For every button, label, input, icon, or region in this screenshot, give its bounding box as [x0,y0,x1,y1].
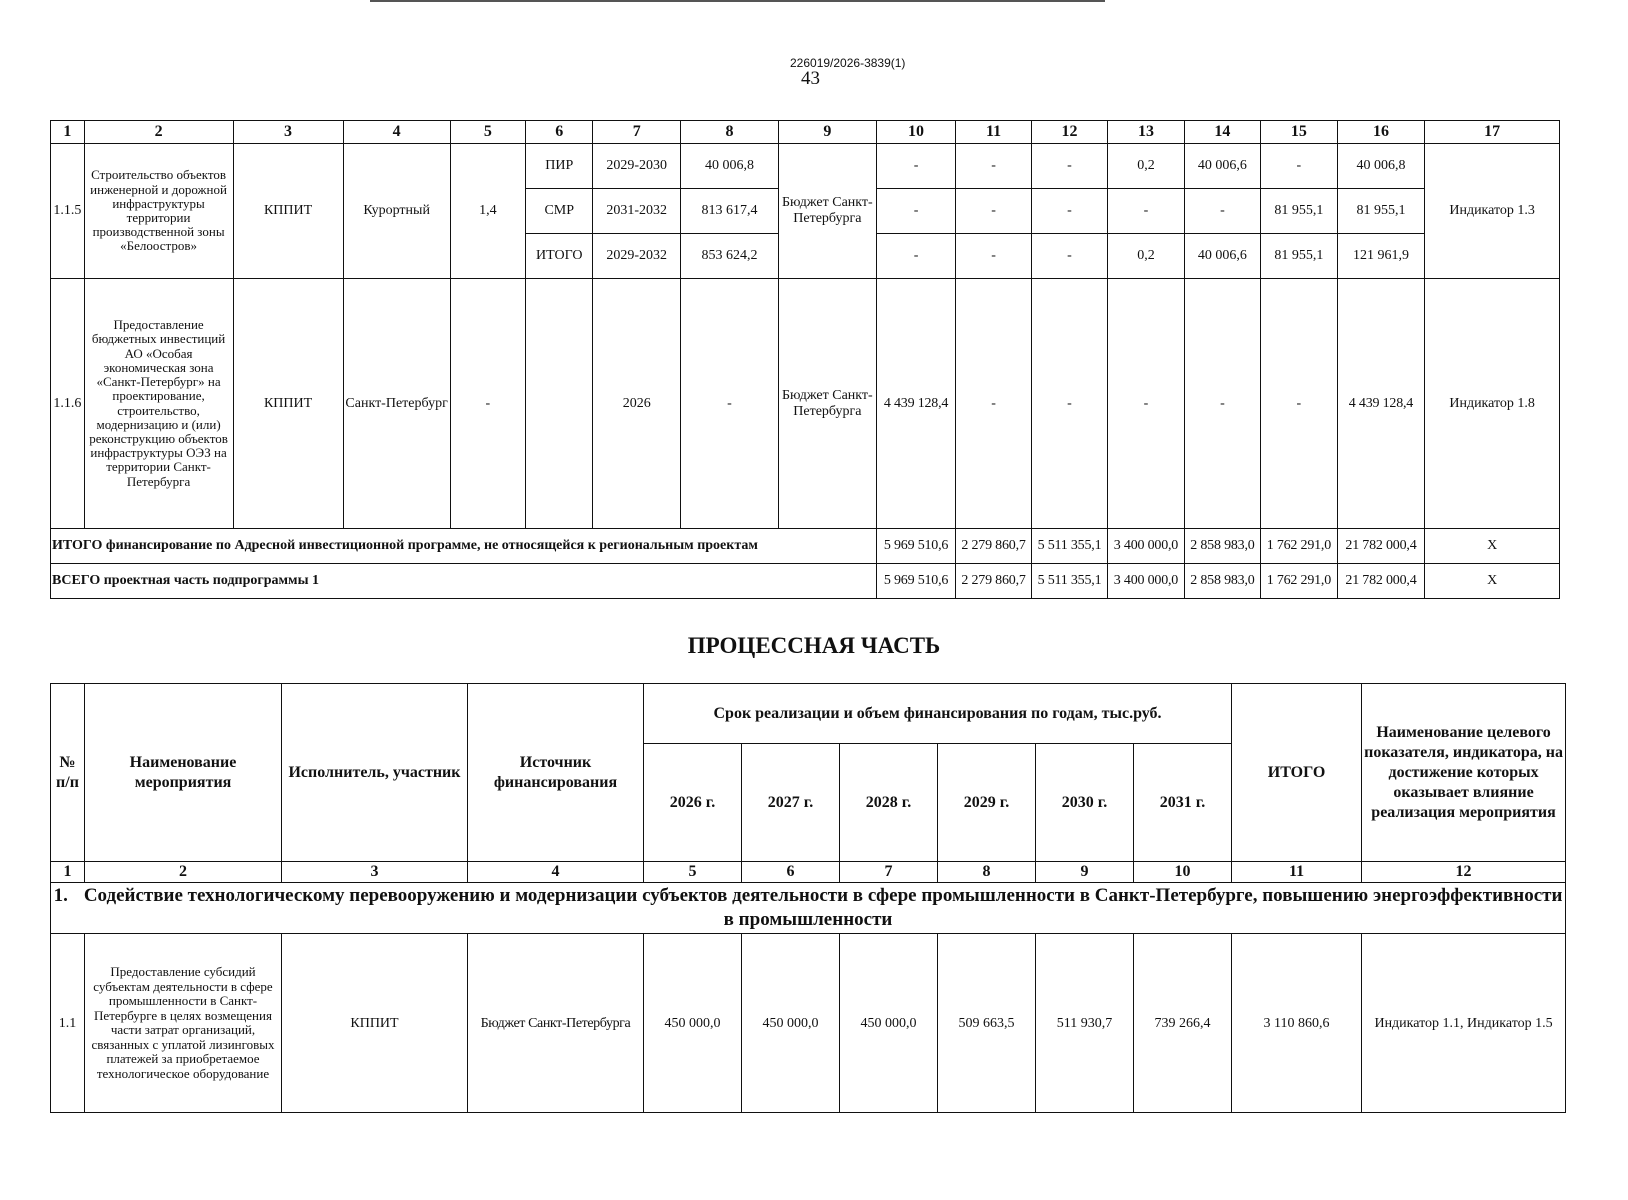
total-value: 2 279 860,7 [956,564,1031,599]
total-value: 1 762 291,0 [1261,564,1337,599]
value-col-10: - [876,144,956,189]
value-col-10: - [876,234,956,279]
value-col-14: - [1184,279,1260,529]
total-value: 5 969 510,6 [876,564,956,599]
total-value: 3 400 000,0 [1108,529,1184,564]
value-col-15: - [1261,144,1337,189]
total-value: 21 782 000,4 [1337,564,1425,599]
col-number: 1 [51,862,85,883]
col-number: 12 [1362,862,1566,883]
row-number: 1.1.6 [51,279,85,529]
total-value: 2 858 983,0 [1184,564,1260,599]
value-col-14: - [1184,189,1260,234]
header-year: 2026 г. [644,744,742,862]
total-value: 2 279 860,7 [956,529,1031,564]
col-number: 17 [1425,121,1560,144]
year-value: 511 930,7 [1036,934,1134,1113]
funding-source: Бюджет Санкт-Петербурга [778,279,876,529]
col-number: 7 [593,121,681,144]
stage [526,279,593,529]
col-number: 3 [233,121,343,144]
year-value: 450 000,0 [840,934,938,1113]
col-number: 15 [1261,121,1337,144]
value-col-15: 81 955,1 [1261,234,1337,279]
document-number: 226019/2026-3839(1) [790,56,906,70]
district: Санкт-Петербург [343,279,450,529]
total-value: 1 762 291,0 [1261,529,1337,564]
indicator: Индикатор 1.8 [1425,279,1560,529]
col-number: 6 [742,862,840,883]
header-number: № п/п [51,684,85,862]
value-col-11: - [956,279,1031,529]
executor: КППИТ [233,144,343,279]
value-col-11: - [956,234,1031,279]
col-number: 4 [343,121,450,144]
funding-source: Бюджет Санкт-Петербурга [468,934,644,1113]
measure-name: Строительство объектов инженерной и дорожной инфраструктуры территории производственной зоны «Белоостров» [84,144,233,279]
value-col-16: 4 439 128,4 [1337,279,1425,529]
process-part-table [50,683,1566,1113]
indicator: Индикатор 1.1, Индикатор 1.5 [1362,934,1566,1113]
cost: - [681,279,779,529]
row-total: 3 110 860,6 [1232,934,1362,1113]
executor: КППИТ [233,279,343,529]
col-number: 12 [1031,121,1107,144]
total-aip-label: ИТОГО финансирование по Адресной инвестиционной программе, не относящейся к региональным проектам [51,529,877,564]
table-row-1-1 [51,934,1566,1113]
col-number: 8 [681,121,779,144]
total-value: 5 511 355,1 [1031,564,1107,599]
table-row-1-1-5-pir [51,144,1560,189]
header-name: Наименование мероприятия [85,684,282,862]
parameter: 1,4 [450,144,525,279]
header-year: 2031 г. [1134,744,1232,862]
project-part-table [50,120,1560,599]
value-col-13: - [1108,279,1184,529]
col-number: 16 [1337,121,1425,144]
value-col-13: 0,2 [1108,144,1184,189]
parameter: - [450,279,525,529]
value-col-15: 81 955,1 [1261,189,1337,234]
header-year: 2027 г. [742,744,840,862]
header-row-1 [51,684,1566,744]
col-number: 5 [450,121,525,144]
header-source: Источник финансирования [468,684,644,862]
section-number: 1. [53,885,68,906]
table-row-1-1-6 [51,279,1560,529]
column-number-row [51,121,1560,144]
col-number: 1 [51,121,85,144]
total-aip-row [51,529,1560,564]
value-col-14: 40 006,6 [1184,144,1260,189]
section-cell [51,883,1566,934]
header-year: 2028 г. [840,744,938,862]
value-col-12: - [1031,279,1107,529]
col-number: 4 [468,862,644,883]
row-number: 1.1.5 [51,144,85,279]
col-number: 6 [526,121,593,144]
stage: ПИР [526,144,593,189]
period: 2029-2032 [593,234,681,279]
col-number: 9 [778,121,876,144]
section-title: Содействие технологическому перевооружению и модернизации субъектов деятельности в сфере промышленности в Санкт-Петербурге, повышению энергоэффективности в промышленности [83,885,1563,930]
year-value: 739 266,4 [1134,934,1232,1113]
cost: 40 006,8 [681,144,779,189]
year-value: 509 663,5 [938,934,1036,1113]
total-value: 2 858 983,0 [1184,529,1260,564]
section-heading: ПРОЦЕССНАЯ ЧАСТЬ [687,633,941,658]
total-value: 3 400 000,0 [1108,564,1184,599]
value-col-13: 0,2 [1108,234,1184,279]
column-number-row [51,862,1566,883]
total-mark: Х [1425,564,1560,599]
col-number: 10 [1134,862,1232,883]
value-col-10: 4 439 128,4 [876,279,956,529]
header-indicator: Наименование целевого показателя, индикатора, на достижение которых оказывает влияние реализация мероприятия [1362,684,1566,862]
cost: 853 624,2 [681,234,779,279]
cost: 813 617,4 [681,189,779,234]
col-number: 13 [1108,121,1184,144]
col-number: 7 [840,862,938,883]
col-number: 8 [938,862,1036,883]
stage: ИТОГО [526,234,593,279]
section-row [51,883,1566,934]
measure-name: Предоставление бюджетных инвестиций АО «Особая экономическая зона «Санкт-Петербург» на проектирование, строительство, модернизацию и (или) реконструкцию объектов инфраструктуры ОЭЗ на территории Санкт-Петербурга [84,279,233,529]
header-total: ИТОГО [1232,684,1362,862]
value-col-11: - [956,189,1031,234]
period: 2029-2030 [593,144,681,189]
value-col-12: - [1031,189,1107,234]
value-col-12: - [1031,234,1107,279]
value-col-16: 121 961,9 [1337,234,1425,279]
header-executor: Исполнитель, участник [282,684,468,862]
col-number: 11 [1232,862,1362,883]
col-number: 11 [956,121,1031,144]
col-number: 9 [1036,862,1134,883]
value-col-10: - [876,189,956,234]
total-mark: Х [1425,529,1560,564]
value-col-12: - [1031,144,1107,189]
total-all-row [51,564,1560,599]
col-number: 2 [84,121,233,144]
col-number: 5 [644,862,742,883]
value-col-13: - [1108,189,1184,234]
measure-name: Предоставление субсидий субъектам деятельности в сфере промышленности в Санкт-Петербурге в целях возмещения части затрат организаций, связанных с уплатой лизинговых платежей за приобретаемое технологическое оборудование [85,934,282,1113]
value-col-16: 40 006,8 [1337,144,1425,189]
header-year: 2030 г. [1036,744,1134,862]
top-rule [370,0,1105,2]
total-all-label: ВСЕГО проектная часть подпрограммы 1 [51,564,877,599]
header-year: 2029 г. [938,744,1036,862]
total-value: 5 969 510,6 [876,529,956,564]
page-number: 43 [801,68,820,89]
year-value: 450 000,0 [644,934,742,1113]
value-col-15: - [1261,279,1337,529]
indicator: Индикатор 1.3 [1425,144,1560,279]
value-col-11: - [956,144,1031,189]
total-value: 5 511 355,1 [1031,529,1107,564]
col-number: 3 [282,862,468,883]
year-value: 450 000,0 [742,934,840,1113]
district: Курортный [343,144,450,279]
row-number: 1.1 [51,934,85,1113]
header-period: Срок реализации и объем финансирования по годам, тыс.руб. [644,684,1232,744]
period: 2031-2032 [593,189,681,234]
funding-source: Бюджет Санкт-Петербурга [778,144,876,279]
value-col-16: 81 955,1 [1337,189,1425,234]
col-number: 10 [876,121,956,144]
total-value: 21 782 000,4 [1337,529,1425,564]
period: 2026 [593,279,681,529]
value-col-14: 40 006,6 [1184,234,1260,279]
col-number: 14 [1184,121,1260,144]
col-number: 2 [85,862,282,883]
stage: СМР [526,189,593,234]
executor: КППИТ [282,934,468,1113]
